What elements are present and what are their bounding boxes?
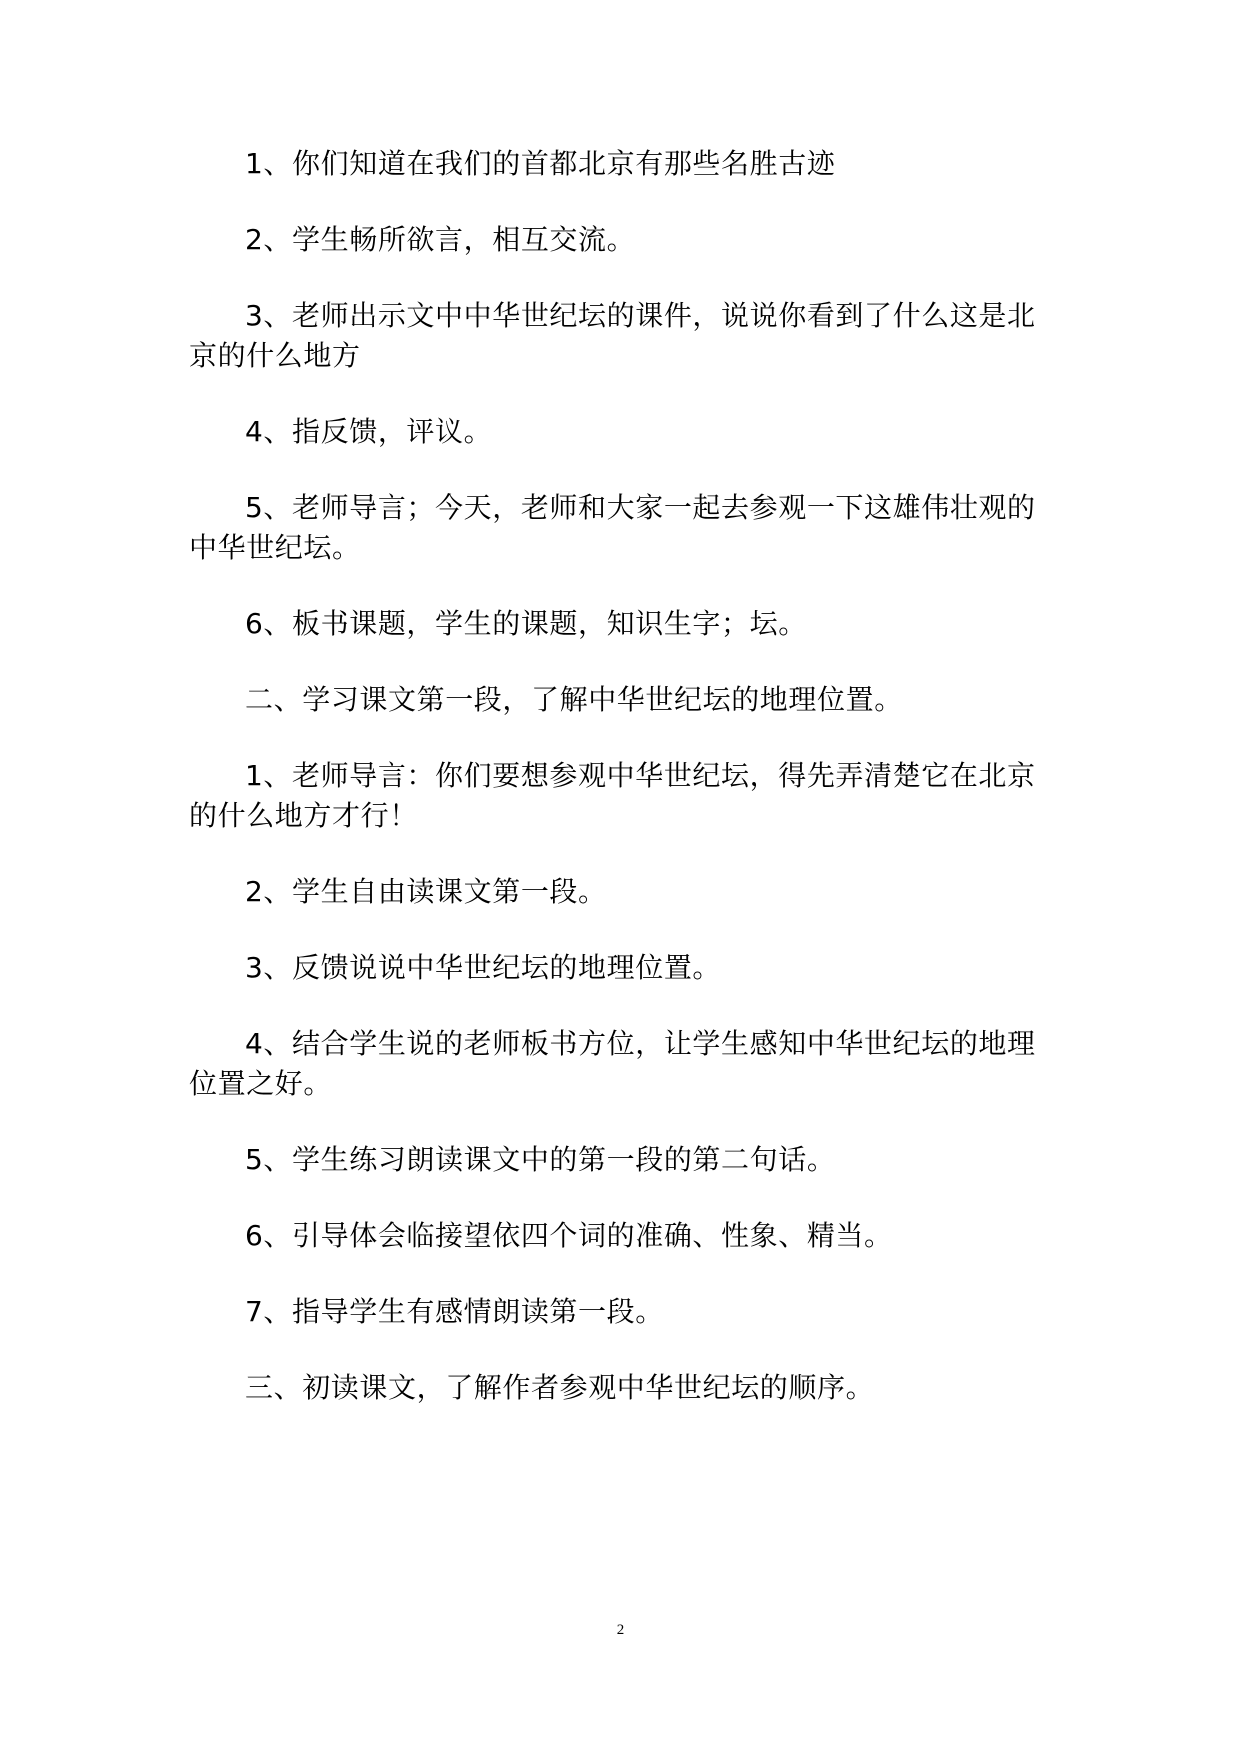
paragraph: 5、老师导言；今天，老师和大家一起去参观一下这雄伟壮观的中华世纪坛。 <box>189 491 1036 564</box>
section-heading: 二、学习课文第一段，了解中华世纪坛的地理位置。 <box>245 683 903 716</box>
section-heading: 三、初读课文，了解作者参观中华世纪坛的顺序。 <box>245 1371 875 1404</box>
paragraph: 3、老师出示文中中华世纪坛的课件，说说你看到了什么这是北京的什么地方 <box>189 299 1036 372</box>
document-body <box>189 144 1051 1444</box>
paragraph: 2、学生自由读课文第一段。 <box>245 875 607 908</box>
paragraph: 7、指导学生有感情朗读第一段。 <box>245 1295 664 1328</box>
paragraph: 3、反馈说说中华世纪坛的地理位置。 <box>245 951 722 984</box>
paragraph: 1、你们知道在我们的首都北京有那些名胜古迹 <box>245 147 836 180</box>
paragraph: 5、学生练习朗读课文中的第一段的第二句话。 <box>245 1143 836 1176</box>
paragraph: 6、引导体会临接望依四个词的准确、性象、精当。 <box>245 1219 893 1252</box>
paragraph: 2、学生畅所欲言，相互交流。 <box>245 223 636 256</box>
paragraph: 4、结合学生说的老师板书方位，让学生感知中华世纪坛的地理位置之好。 <box>189 1027 1036 1100</box>
page-number: 2 <box>616 1622 625 1638</box>
paragraph: 6、板书课题，学生的课题，知识生字；坛。 <box>245 607 807 640</box>
paragraph: 4、指反馈，评议。 <box>245 415 493 448</box>
paragraph: 1、老师导言：你们要想参观中华世纪坛，得先弄清楚它在北京的什么地方才行！ <box>189 759 1036 832</box>
